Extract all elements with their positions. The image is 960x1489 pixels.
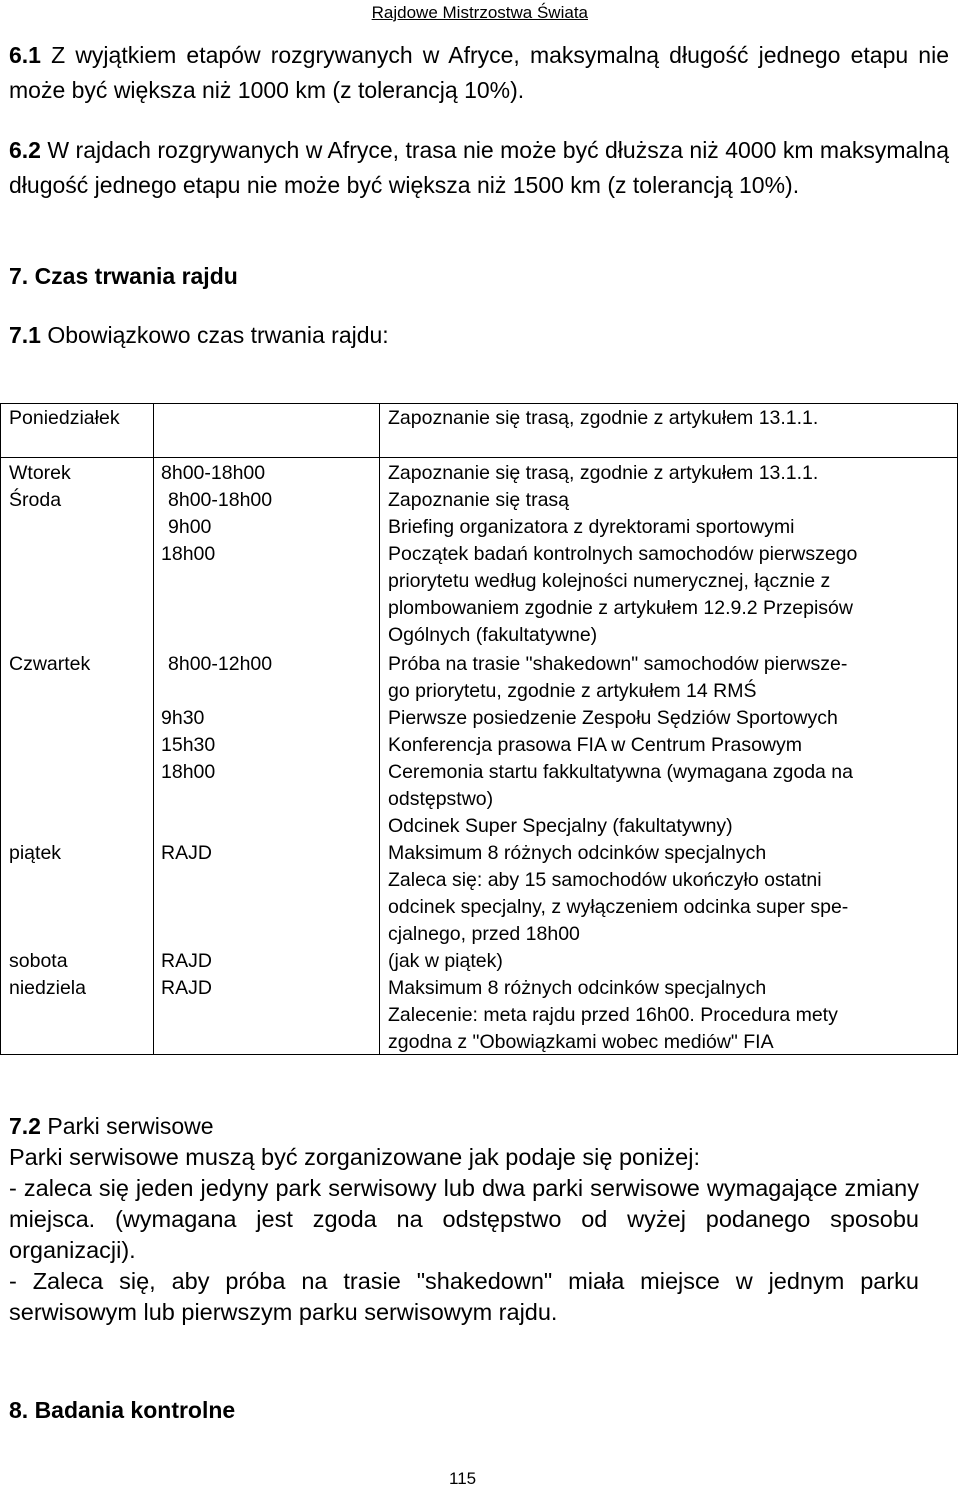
schedule-table (0, 403, 958, 1055)
time-cell: RAJD (161, 950, 212, 972)
activity-line: Maksimum 8 różnych odcinków specjalnych (388, 842, 767, 864)
day-cell: piątek (9, 842, 62, 864)
paragraph-7-2-body (9, 1142, 919, 1328)
activity-line: Zapoznanie się trasą (388, 489, 570, 511)
row-divider (1, 457, 957, 458)
paragraph-number: 7.2 (9, 1113, 41, 1139)
activity-line: Zaleca się: aby 15 samochodów ukończyło ostatni (388, 869, 822, 891)
paragraph-text: Obowiązkowo czas trwania rajdu: (40, 322, 389, 348)
body-line: Parki serwisowe muszą być zorganizowane jak podaje się poniżej: (9, 1144, 700, 1170)
activity-line: Konferencja prasowa FIA w Centrum Prasowym (388, 734, 802, 756)
day-cell: niedziela (9, 977, 86, 999)
time-cell: 8h00-18h00 (168, 489, 273, 511)
activity-line: zgodna z "Obowiązkami wobec mediów" FIA (388, 1031, 774, 1053)
paragraph-number: 6.2 (9, 137, 41, 163)
activity-line: (jak w piątek) (388, 950, 503, 972)
activity-line: odstępstwo) (388, 788, 494, 810)
document-header-title[interactable]: Rajdowe Mistrzostwa Świata (371, 3, 588, 22)
day-cell: Wtorek (9, 462, 71, 484)
activity-line: Zapoznanie się trasą, zgodnie z artykułem 13.1.1. (388, 407, 819, 429)
body-line: - zaleca się jeden jedyny park serwisowy lub dwa parki serwisowe wymagające zmiany miejsca. (wymagana jest zgoda na odstępstwo od wyżej podanego sposobu organizacji). (9, 1175, 919, 1263)
section-heading-8: 8. Badania kontrolne (9, 1397, 236, 1423)
activity-line: Pierwsze posiedzenie Zespołu Sędziów Sportowych (388, 707, 838, 729)
time-cell: 18h00 (161, 761, 216, 783)
activity-line: cjalnego, przed 18h00 (388, 923, 580, 945)
time-cell: 9h00 (168, 516, 212, 538)
paragraph-6-1 (9, 38, 949, 108)
paragraph-number: 7.1 (9, 322, 41, 348)
time-cell: 8h00-12h00 (168, 653, 273, 675)
day-cell: Poniedziałek (9, 407, 120, 429)
time-cell: 9h30 (161, 707, 205, 729)
activity-line: Ogólnych (fakultatywne) (388, 624, 598, 646)
activity-line: Zapoznanie się trasą, zgodnie z artykułem 13.1.1. (388, 462, 819, 484)
activity-line: Ceremonia startu fakkultatywna (wymagana zgoda na (388, 761, 853, 783)
time-cell: 15h30 (161, 734, 216, 756)
activity-line: Maksimum 8 różnych odcinków specjalnych (388, 977, 767, 999)
column-divider (379, 404, 380, 1054)
day-cell: Czwartek (9, 653, 91, 675)
page-number: 115 (449, 1469, 477, 1488)
paragraph-7-1 (9, 318, 949, 353)
body-line: - Zaleca się, aby próba na trasie "shakedown" miała miejsce w jednym parku serwisowym lub pierwszym parku serwisowym rajdu. (9, 1268, 919, 1325)
day-cell: sobota (9, 950, 68, 972)
paragraph-6-2 (9, 133, 949, 203)
activity-line: priorytetu według kolejności numerycznej, łącznie z (388, 570, 831, 592)
activity-line: Odcinek Super Specjalny (fakultatywny) (388, 815, 733, 837)
section-heading-7: 7. Czas trwania rajdu (9, 263, 238, 289)
activity-line: Zalecenie: meta rajdu przed 16h00. Procedura mety (388, 1004, 838, 1026)
paragraph-number: 6.1 (9, 42, 41, 68)
paragraph-7-2-title (9, 1109, 949, 1144)
activity-line: go priorytetu, zgodnie z artykułem 14 RMŚ (388, 680, 757, 702)
activity-line: Briefing organizatora z dyrektorami sportowymi (388, 516, 795, 538)
paragraph-text: W rajdach rozgrywanych w Afryce, trasa nie może być dłuższa niż 4000 km maksymalną długość jednego etapu nie może być większa niż 1500 km (z tolerancją 10%). (9, 137, 949, 198)
activity-line: plombowaniem zgodnie z artykułem 12.9.2 Przepisów (388, 597, 853, 619)
paragraph-text: Parki serwisowe (40, 1113, 214, 1139)
time-cell: RAJD (161, 977, 212, 999)
day-cell: Środa (9, 489, 62, 511)
time-cell: 18h00 (161, 543, 216, 565)
paragraph-text: Z wyjątkiem etapów rozgrywanych w Afryce, maksymalną długość jednego etapu nie może być większa niż 1000 km (z tolerancją 10%). (9, 42, 949, 103)
time-cell: 8h00-18h00 (161, 462, 266, 484)
column-divider (153, 404, 154, 1054)
time-cell: RAJD (161, 842, 212, 864)
activity-line: Początek badań kontrolnych samochodów pierwszego (388, 543, 858, 565)
activity-line: odcinek specjalny, z wyłączeniem odcinka super spe- (388, 896, 849, 918)
activity-line: Próba na trasie "shakedown" samochodów pierwsze- (388, 653, 848, 675)
